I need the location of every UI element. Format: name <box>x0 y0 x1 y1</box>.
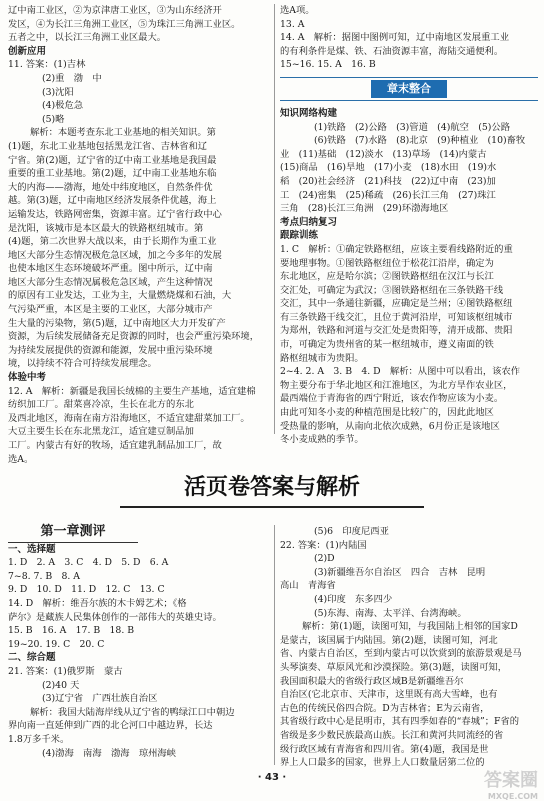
text-line: (15)商品 (16)旱地 (17)小麦 (18)水田 (19)水 <box>280 162 497 174</box>
text-line: 境，以持续不符合可持续发展理念。 <box>8 358 157 370</box>
section-band-label: 章末整合 <box>371 80 447 98</box>
text-line: 纺织加工厂。甜菜喜冷凉，生长在北方的东北 <box>8 399 194 411</box>
text-line: 路枢纽城市为贵阳。 <box>280 352 364 364</box>
section-heading: 体验中考 <box>8 372 47 384</box>
column-divider-bottom <box>274 525 275 765</box>
text-line: 运输发达，铁路网密集，资源丰富。辽宁省行政中心 <box>8 208 222 220</box>
section-heading: 知识网络构建 <box>280 107 338 119</box>
text-line: 省级是多少数民族最高山族。长江和黄河共同流经的省 <box>280 729 504 741</box>
text-line: 15~16. 15. A 16. B <box>280 59 376 71</box>
text-line: 是沈阳，该城市是本区最大的铁路枢纽城市。第 <box>8 222 204 234</box>
text-line: 大豆主要生长在东北黑龙江，适宜建豆制品加 <box>8 426 194 438</box>
text-line: (4)题，第二次世界大战以来，由于长期作为重工业 <box>8 236 217 248</box>
title-underline <box>120 506 424 508</box>
text-line: 工厂。内蒙古有好的牧场，适宜建乳制品加工厂，故 <box>8 440 222 451</box>
text-line: 11. 答案：(1)吉林 <box>8 59 86 71</box>
answer-line: (6)铁路 (7)水路 (8)北京 (9)种植业 (10)畜牧 <box>314 135 526 147</box>
text-line: 为持续发展提供的资源和能源，发展中重污染环境 <box>8 344 213 356</box>
text-line: 交汇，其中一条通往新疆，应确定是兰州；④图铁路枢纽 <box>280 298 513 310</box>
text-line: 级行政区域有青海省和四川省。第(4)题，我国是世 <box>280 743 489 755</box>
text-line: 及西北地区，海南在南方沿海地区，不适宜建甜菜加工厂。 <box>8 412 250 424</box>
answer-line: (5)6 印度尼西亚 <box>314 526 389 537</box>
text-line: 三角 (28)长江三角洲 (29)环渤海地区 <box>280 203 449 215</box>
text-line: 古色的传统民俗四合院。D为吉林省；E为云南省， <box>280 702 490 714</box>
text-line: 7~8. 7. B 8. A <box>8 570 81 582</box>
text-line: (1)题，东北工业基地包括黑龙江省、吉林省和辽 <box>8 140 208 152</box>
text-line: 地区大部分生态情况属极危急区域，产生这种情况 <box>8 276 213 288</box>
text-line: 也使本地区生态环境破坏严重。图中所示，辽中南 <box>8 263 213 275</box>
text-line: 省、内蒙古自治区，至到内蒙古可以饮赏到的旅游景观是马 <box>280 648 522 660</box>
text-line: 五者之中，以长江三角洲工业区最大。 <box>8 32 167 44</box>
text-line: 为郑州，铁路和河道与交汇处是贵阳等，清开成都、贵阳 <box>280 325 513 337</box>
text-line: 14. A 解析：据图中图例可知，辽中南地区发展重工业 <box>280 32 509 44</box>
text-line: 15. B 16. A 17. B 18. B <box>8 625 135 637</box>
text-line: 解析：本题考查东北工业基地的相关知识。第 <box>30 127 216 139</box>
text-line: 的有利条件是煤、铁、石油资源丰富，海陆交通便利。 <box>280 45 504 57</box>
section-heading: 考点归纳复习 <box>280 216 338 228</box>
answer-line: (2)40 天 <box>42 679 80 691</box>
answers-13-16 <box>280 4 538 72</box>
text-line: 高山 青海省 <box>280 580 336 592</box>
text-line: 萨尔》是藏族人民集体创作的一部伟大的英雄史诗。 <box>8 611 222 623</box>
text-line: 市，可确定为贵州省的某一枢纽城市，遵义南面的铁 <box>280 339 494 351</box>
text-line: 发区，④为长江三角洲工业区，⑤为珠江三角洲工业区。 <box>8 18 241 30</box>
column-bottom-left <box>8 525 270 760</box>
column-divider <box>274 4 275 434</box>
section-heading: 二、综合题 <box>8 652 56 664</box>
answer-line: (2)D <box>314 553 335 565</box>
text-line: 由此可知冬小麦的种植范围是比较广的，因此此地区 <box>280 407 494 419</box>
section-band <box>280 77 538 101</box>
watermark-logo <box>484 766 538 801</box>
answer-line: (3)新疆维吾尔自治区 四合 吉林 昆明 <box>314 566 486 578</box>
text-line: 1.8万多千米。 <box>8 733 70 745</box>
section-heading: 创新应用 <box>8 45 47 57</box>
text-line: 选A项。 <box>280 5 315 16</box>
text-line: 工 (24)密集 (25)稀疏 (26)长江三角 (27)珠江 <box>280 189 496 201</box>
text-line: 选A。 <box>8 453 34 465</box>
text-line: 13. A <box>280 18 305 30</box>
text-line: 的原因有工业发达，工业为主，大量燃烧煤和石油，大 <box>8 290 232 302</box>
chapter-test-title: 第一章测评 <box>8 525 138 543</box>
answer-line: (5)略 <box>42 113 65 125</box>
text-line: 冬小麦成熟的季节。 <box>280 434 364 446</box>
text-line: 我国面积最大的省级行政区域B是新疆维吾尔 <box>280 675 464 687</box>
answer-line: (2)重 渤 中 <box>42 72 102 84</box>
text-line: 要地理事物。①图铁路枢纽位于松花江沿岸，确定为 <box>280 257 494 269</box>
watermark-text: 答案圈 <box>484 770 538 791</box>
text-line: 辽中南工业区，②为京津唐工业区，③为山东经济开 <box>8 5 222 16</box>
text-line: 宁省。第(2)题，辽宁省的辽中南工业基地是我国最 <box>8 154 217 166</box>
text-line: 22. 答案：(1)内陆国 <box>280 539 367 551</box>
column-bottom-right <box>280 525 538 770</box>
text-line: 生大量的污染物，第(5)题，辽中南地区大力开发矿产 <box>8 317 226 329</box>
page-title: 活页卷答案与解析 <box>183 475 360 500</box>
text-line: 自治区(它北京市、天津市，这里既有高大雪峰，也有 <box>280 689 498 701</box>
text-line: 解析：我国大陆海岸线从辽宁省的鸭绿江口中朝边 <box>30 706 235 718</box>
answer-line: (4)印度 东多四少 <box>314 593 393 605</box>
section-heading: 跟踪训练 <box>280 230 319 242</box>
text-line: 东北地区，应是哈尔滨；②图铁路枢纽在汉江与长江 <box>280 271 494 283</box>
text-line: 越。第(3)题，辽中南地区经济发展条件优越，海上 <box>8 195 217 207</box>
text-line: 9. D 10. D 11. D 12. C 13. C <box>8 584 165 596</box>
text-line: 业 (11)基础 (12)淡水 (13)草场 (14)内蒙古 <box>280 148 487 160</box>
text-line: 界向南一直延伸到广西的北仑河口中越边界，长达 <box>8 720 213 732</box>
text-line: 稻 (20)社会经济 (21)科技 (22)辽中南 (23)加 <box>280 175 496 187</box>
text-line: 有三条铁路干线交汇，且位于黄河沿岸，可知该枢纽城市 <box>280 311 513 323</box>
text-line: 12. A 解析：新疆是我国长绒棉的主要生产基地，适宜建棉 <box>8 385 256 397</box>
text-line: 重要的重工业基地。第(2)题，辽中南工业基地东临 <box>8 168 217 180</box>
answer-line: (4)渤海 南海 渤海 琼州海峡 <box>42 747 177 759</box>
watermark-url: MXQE.COM <box>487 792 538 801</box>
text-line: 大的内海——渤海，地处中纬度地区，自然条件优 <box>8 181 213 193</box>
text-line: 其省级行政中心是昆明市，其有四季如春的“春城”；F省的 <box>280 716 520 728</box>
text-line: 2~4. 2. A 3. B 4. D 解析：从图中可以看出，该农作 <box>280 366 521 378</box>
text-line: 1. D 2. A 3. C 4. D 5. D 6. A <box>8 557 169 569</box>
answer-line: (4)极危急 <box>42 100 84 112</box>
page-number: · 43 · <box>257 772 287 783</box>
chapter-review <box>280 107 538 447</box>
text-line: 解析：第(1)题，读图可知，与我国陆上相邻的国家D <box>302 621 518 633</box>
answer-line: (3)沈阳 <box>42 86 74 98</box>
text-line: 1. C 解析：①确定铁路枢纽，应该主要看线路附近的重 <box>280 243 513 255</box>
answer-line: (3)辽宁省 广西壮族自治区 <box>42 693 158 705</box>
text-line: 14. D 解析：维吾尔族的木卡姆艺术；《格 <box>8 597 187 609</box>
answer-line: (5)东海、南海、太平洋、台湾海峡。 <box>314 607 467 619</box>
text-line: 交汇处，可确定为武汉；③图铁路枢纽在三条铁路干线 <box>280 284 504 296</box>
text-line: 受热量的影响，从南向北依次成熟，6月份正是该地区 <box>280 420 500 432</box>
text-line: 气污染严重，本区是主要的工业区，大部分城市产 <box>8 304 213 316</box>
section-heading: 一、选择题 <box>8 543 56 555</box>
answer-line: (1)铁路 (2)公路 (3)管道 (4)航空 (5)公路 <box>314 121 511 133</box>
text-line: 19~20. 19. C 20. C <box>8 638 105 650</box>
text-line: 是蒙古，该国属于内陆国。第(2)题，读图可知，河北 <box>280 634 498 646</box>
text-line: 界上人口最多的国家，世界上人口数量居第二位的 <box>280 757 485 769</box>
text-line: 最西端位于青海省的西宁附近，该农作物应该为小麦。 <box>280 393 504 405</box>
text-line: 地区大部分生态情况极危急区域，加之今多年的发展 <box>8 249 222 261</box>
text-line: 头琴演奏、草原风光和沙漠探险。第(3)题，读图可知， <box>280 661 507 673</box>
text-line: 物主要分布于华北地区和江淮地区，为北方旱作农业区， <box>280 379 513 391</box>
column-top-right <box>280 4 538 447</box>
text-line: 资源，为后续发展储备充足资源的同时，也会严重污染环境， <box>8 331 260 343</box>
column-top-left <box>8 4 270 466</box>
text-line: 21. 答案：(1)俄罗斯 蒙古 <box>8 665 123 677</box>
